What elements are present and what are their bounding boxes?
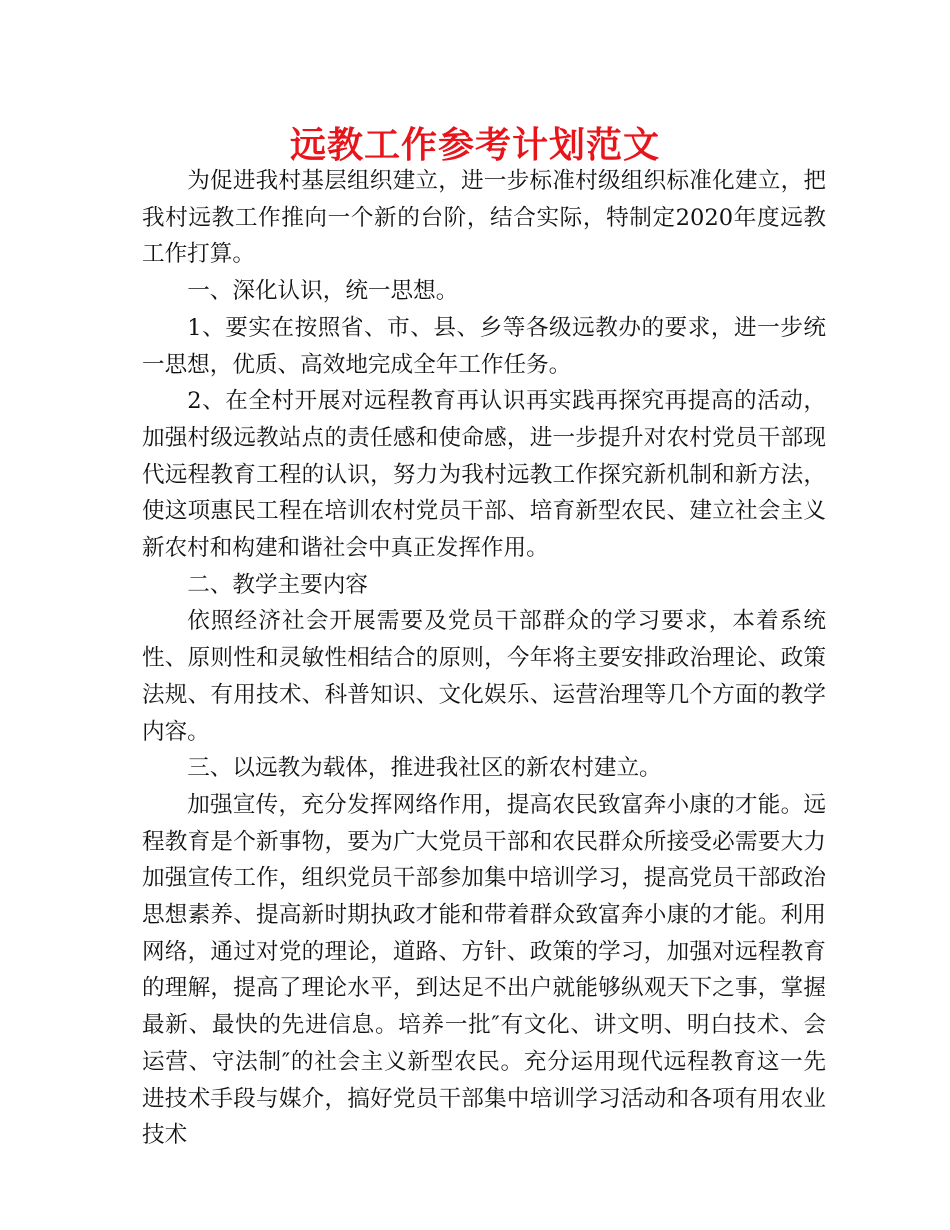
paragraph-teaching-content: 依照经济社会开展需要及党员干部群众的学习要求，本着系统性、原则性和灵敏性相结合的原则，今年将主要安排政治理论、政策法规、有用技术、科普知识、文化娱乐、运营治理等几个方面的教学内容。 (142, 608, 826, 745)
paragraph-publicity: 加强宣传，充分发挥网络作用，提高农民致富奔小康的才能。远程教育是个新事物，要为广大党员干部和农民群众所接受必需要大力加强宣传工作，组织党员干部参加集中培训学习，提高党员干部政治思想素养、提高新时期执政才能和带着群众致富奔小康的才能。利用网络，通过对党的理论，道路、方针、政策的学习，加强对远程教育的理解，提高了理论水平，到达足不出户就能够纵观天下之事，掌握最新、最快的先进信息。培养一批″有文化、讲文明、明白技术、会运营、守法制″的社会主义新型农民。充分运用现代远程教育这一先进技术手段与媒介，搞好党员干部集中培训学习活动和各项有用农业技术 (142, 791, 826, 1149)
document-body (142, 163, 826, 1154)
section-heading-3: 三、以远教为载体，推进我社区的新农村建立。 (187, 755, 662, 782)
section-heading-2: 二、教学主要内容 (187, 571, 368, 598)
paragraph-item-2: 2、在全村开展对远程教育再认识再实践再探究再提高的活动，加强村级远教站点的责任感和使命感，进一步提升对农村党员干部现代远程教育工程的认识，努力为我村远教工作探究新机制和新方法，使这项惠民工程在培训农村党员干部、培育新型农民、建立社会主义新农村和构建和谐社会中真正发挥作用。 (142, 388, 826, 562)
paragraph-intro: 为促进我村基层组织建立，进一步标准村级组织标准化建立，把我村远教工作推向一个新的台阶，结合实际，特制定2020年度远教工作打算。 (142, 168, 826, 268)
paragraph-item-1: 1、要实在按照省、市、县、乡等各级远教办的要求，进一步统一思想，优质、高效地完成全年工作任务。 (142, 314, 826, 378)
section-heading-1: 一、深化认识，统一思想。 (187, 278, 459, 305)
document-title: 远教工作参考计划范文 (289, 125, 660, 166)
